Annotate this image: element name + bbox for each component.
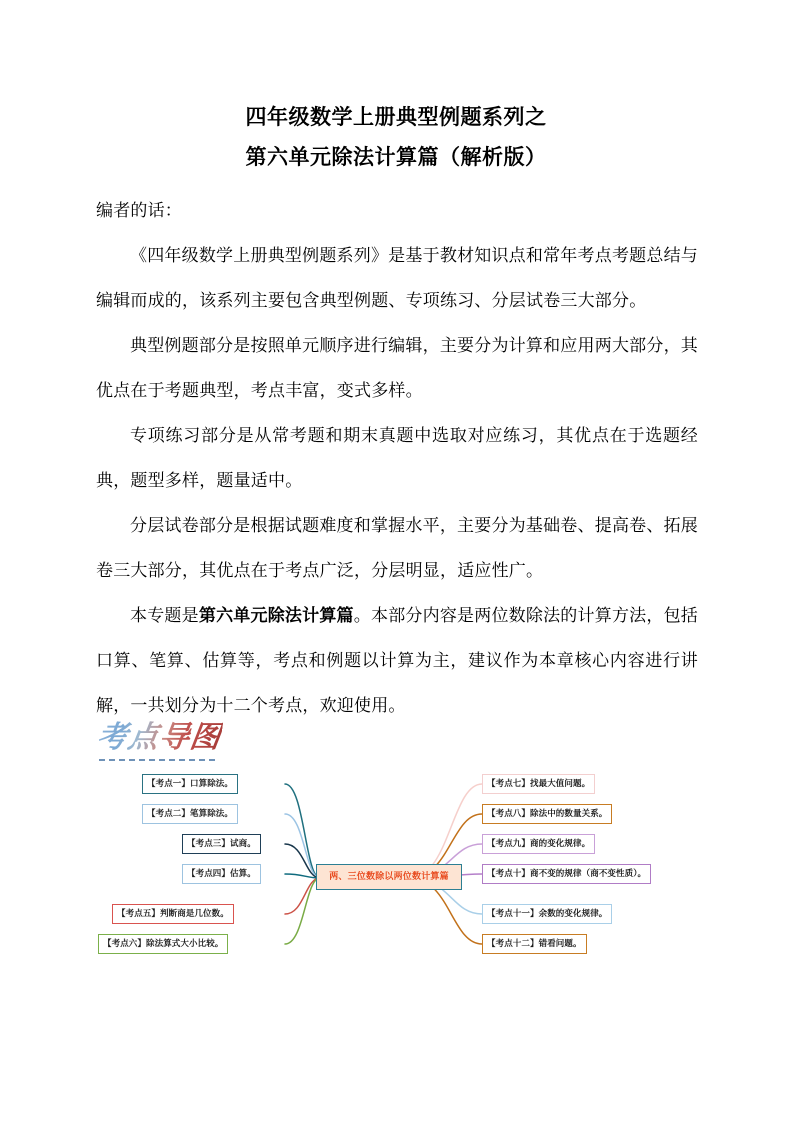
mindmap-node-right-12: [482, 934, 587, 954]
mindmap-node-left-6: [98, 934, 228, 954]
this-topic-suffix: 。本部分内容是两位数除法的计算方法，包括口算、笔算、估算等，考点和例题以计算为主，建议作为本章核心内容进行讲解，一共划分为十二个考点，欢迎使用。: [96, 606, 698, 715]
section-heading-text: 考点导图: [94, 718, 224, 758]
mindmap-diagram: [103, 772, 690, 984]
title-line-1: 四年级数学上册典型例题系列之: [245, 106, 547, 129]
mindmap-node-label: 【考点六】除法算式大小比较。: [103, 939, 224, 949]
paragraph-layered-papers: 分层试卷部分是根据试题难度和掌握水平，主要分为基础卷、提高卷、拓展卷三大部分，其优点在于考点广泛，分层明显，适应性广。: [96, 516, 698, 580]
page-title: [96, 98, 696, 178]
paragraph-special-practice: 专项练习部分是从常考题和期末真题中选取对应练习，其优点在于选题经典，题型多样，题量适中。: [96, 426, 698, 490]
mindmap-node-label: 【考点一】口算除法。: [147, 779, 234, 789]
mindmap-node-left-3: [182, 834, 261, 854]
mindmap-node-left-5: [112, 904, 234, 924]
mindmap-center-node: [316, 864, 462, 890]
mindmap-node-label: 【考点二】笔算除法。: [147, 809, 234, 819]
editor-note-body: [96, 188, 698, 728]
mindmap-center-label: 两、三位数除以两位数计算篇: [329, 872, 449, 882]
section-heading-underline: [99, 759, 215, 761]
paragraph-typical-examples: 典型例题部分是按照单元顺序进行编辑，主要分为计算和应用两大部分，其优点在于考题典型，考点丰富，变式多样。: [96, 336, 698, 400]
mindmap-node-label: 【考点五】判断商是几位数。: [117, 909, 229, 919]
this-topic-emphasis: 第六单元除法计算篇: [198, 606, 354, 625]
mindmap-node-label: 【考点八】除法中的数量关系。: [487, 809, 608, 819]
mindmap-node-left-1: [142, 774, 238, 794]
mindmap-node-left-4: [182, 864, 261, 884]
mindmap-node-right-8: [482, 804, 612, 824]
mindmap-node-label: 【考点三】试商。: [187, 839, 256, 849]
paragraph-this-topic: [96, 593, 698, 728]
mindmap-node-right-11: [482, 904, 612, 924]
mindmap-node-label: 【考点十二】错看问题。: [487, 939, 582, 949]
mindmap-node-right-7: [482, 774, 595, 794]
this-topic-prefix: 本专题是: [130, 606, 199, 625]
mindmap-node-right-9: [482, 834, 595, 854]
mindmap-node-left-2: [142, 804, 238, 824]
mindmap-node-label: 【考点十】商不变的规律（商不变性质）。: [487, 869, 647, 879]
mindmap-node-label: 【考点十一】余数的变化规律。: [487, 909, 608, 919]
mindmap-node-right-10: [482, 864, 651, 884]
mindmap-node-label: 【考点九】商的变化规律。: [487, 839, 591, 849]
mindmap-node-label: 【考点七】找最大值问题。: [487, 779, 591, 789]
section-heading-kaodian-daotu: [94, 718, 257, 766]
mindmap-node-label: 【考点四】估算。: [187, 869, 256, 879]
title-line-2: 第六单元除法计算篇（解析版）: [245, 146, 547, 169]
paragraph-editor-label: 编者的话：: [96, 201, 182, 220]
paragraph-series-intro: 《四年级数学上册典型例题系列》是基于教材知识点和常年考点考题总结与编辑而成的，该系列主要包含典型例题、专项练习、分层试卷三大部分。: [96, 246, 698, 310]
